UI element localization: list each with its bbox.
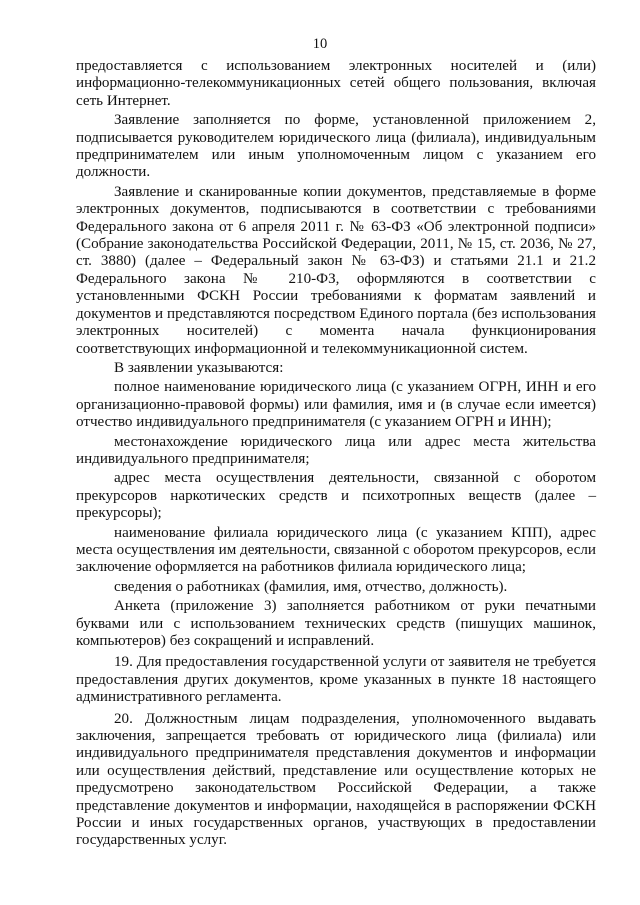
list-item-activity-address: адрес места осуществления деятельности, связанной с оборотом прекурсоров наркотических средств и психотропных веществ (далее – прекурсоры); [76,470,596,522]
paragraph-application-contents-intro: В заявлении указываются: [114,359,284,376]
paragraph-electronic-documents: Заявление и сканированные копии документов, представляемые в форме электронных документов, подписываются в соответствии с требованиями Федерального закона от 6 апреля 2011 г. № 63-ФЗ «Об электронной подписи» (Собрание законодательства Российской Федерации, 2011, № 15, ст. 2036, № 27, ст. 3880) (далее – Федеральный закон № 63-ФЗ) и статьями 21.1 и 21.2 Федерального закона № 210-ФЗ, оформляются в соответствии с установленными ФСКН России требованиями к форматам заявлений и документов и представляются посредством Единого портала (без использования электронных носителей) с момента начала функционирования соответствующих информационной и телекоммуникационной систем. [76,183,596,357]
paragraph-application-form: Заявление заполняется по форме, установленной приложением 2, подписывается руководителем юридического лица (филиала), индивидуальным предпринимателем или иным уполномоченным лицом с указанием его должности. [76,112,596,181]
list-item-employee-info: сведения о работниках (фамилия, имя, отчество, должность). [114,578,508,595]
paragraph-clause-20: 20. Должностным лицам подразделения, уполномоченного выдавать заключения, запрещается требовать от юридического лица (филиала) или индивидуального предпринимателя представления документов и информации или осуществления действий, представление или осуществление которых не предусмотрено законодательством Российской Федерации, а также представление документов и информации, находящейся в распоряжении ФСКН России и иных государственных органов, участвующих в предоставлении государственных услуг. [76,710,596,849]
list-item-full-name: полное наименование юридического лица (с указанием ОГРН, ИНН и его организационно-правовой формы) или фамилия, имя и (в случае если имеется) отчество индивидуального предпринимателя (с указанием ОГРН и ИНН); [76,379,596,431]
page-number: 10 [312,36,328,52]
list-item-location: местонахождение юридического лица или адрес места жительства индивидуального предпринимателя; [76,433,596,467]
list-item-branch-name: наименование филиала юридического лица (с указанием КПП), адрес места осуществления им деятельности, связанной с оборотом прекурсоров, если заключение оформляется на работников филиала юридического лица; [76,524,596,576]
paragraph-clause-19: 19. Для предоставления государственной услуги от заявителя не требуется предоставления других документов, кроме указанных в пункте 18 настоящего административного регламента. [76,654,596,706]
paragraph-questionnaire: Анкета (приложение 3) заполняется работником от руки печатными буквами или с использованием технических средств (пишущих машинок, компьютеров) без сокращений и исправлений. [76,598,596,649]
document-body [76,58,596,852]
paragraph-continuation: предоставляется с использованием электронных носителей и (или) информационно-телекоммуникационных сетей общего пользования, включая сеть Интернет. [76,58,596,109]
